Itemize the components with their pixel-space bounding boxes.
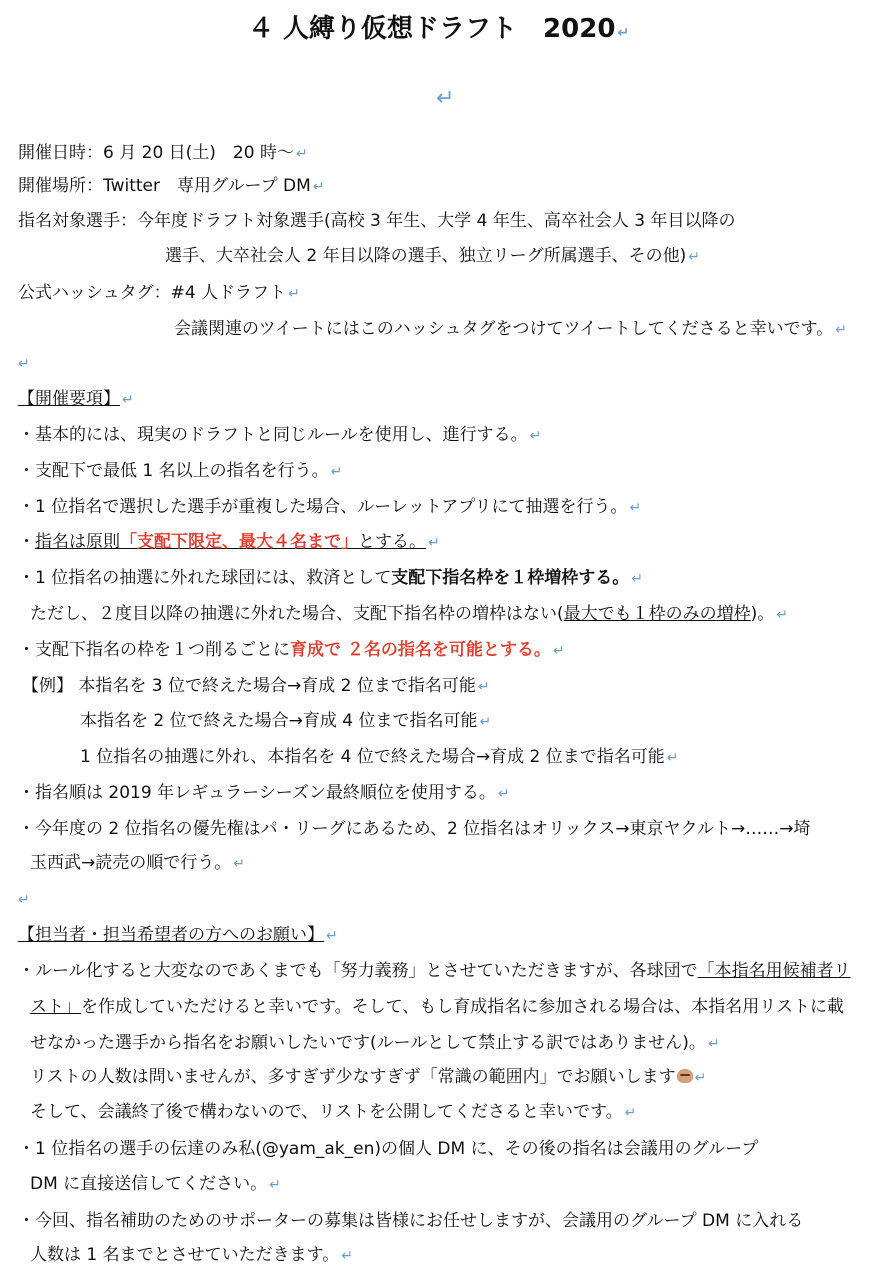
rule-text: ・支配下で最低 1 名以上の指名を行う。 <box>18 461 329 481</box>
request-item <box>18 1208 803 1234</box>
request-item-continuation <box>30 1099 636 1126</box>
section1-heading-text: 【開催要項】 <box>18 389 120 409</box>
rule-text: ・基本的には、現実のドラフトと同じルールを使用し、進行する。 <box>18 425 528 445</box>
rule-item <box>18 565 643 592</box>
return-mark-icon: ↵ <box>529 428 542 444</box>
info-target-line1 <box>18 208 736 234</box>
request-text: DM に直接送信してください。 <box>30 1174 268 1194</box>
request-text: 人数は 1 名までとさせていただきます。 <box>30 1245 340 1265</box>
return-mark-icon: ↵ <box>707 1036 720 1052</box>
example-line <box>22 673 490 700</box>
request-item <box>18 1136 758 1162</box>
return-mark-icon: ↵ <box>835 322 847 338</box>
rule-text: ・1 位指名の抽選に外れた球団には、救済として <box>18 568 392 588</box>
request-item-continuation <box>30 1030 720 1057</box>
rule-text: ただし、２度目以降の抽選に外れた場合、支配下指名枠の増枠はない( <box>30 604 564 624</box>
return-mark-icon: ↵ <box>436 86 455 111</box>
info-target-text-1: 指名対象選手：今年度ドラフト対象選手(高校 3 年生、大学 4 年生、高卒社会人 3 年目以降の <box>18 211 736 231</box>
return-mark-icon: ↵ <box>497 786 510 802</box>
rule-text: ・1 位指名で選択した選手が重複した場合、ルーレットアプリにて抽選を行う。 <box>18 497 628 517</box>
return-mark-icon: ↵ <box>295 146 308 162</box>
request-item-continuation <box>30 1242 353 1269</box>
request-text: そして、会議終了後で構わないので、リストを公開してくださると幸いです。 <box>30 1102 623 1122</box>
request-text: ・1 位指名の選手の伝達のみ私(@yam_ak_en)の個人 DM に、その後の指名は会議用のグループ <box>18 1139 759 1159</box>
example-line <box>80 708 491 735</box>
title-text: ４ 人縛り仮想ドラフト 2020 <box>248 14 616 44</box>
return-mark-icon: ↵ <box>477 679 490 695</box>
return-mark-icon: ↵ <box>269 1177 281 1193</box>
example-line <box>80 744 678 771</box>
example-text: 本指名を 2 位で終えた場合→育成 4 位まで指名可能 <box>80 711 478 731</box>
return-mark-icon: ↵ <box>122 392 134 408</box>
return-mark-icon: ↵ <box>479 714 492 730</box>
example-text: 【例】 本指名を 3 位で終えた場合→育成 2 位まで指名可能 <box>22 676 476 696</box>
rule-item <box>18 780 510 807</box>
return-mark-icon: ↵ <box>624 1105 637 1121</box>
rule-text: ・今年度の 2 位指名の優先権はパ・リーグにあるため、2 位指名はオリックス→東京ヤクルト→……→埼 <box>18 819 811 839</box>
request-text: せなかった選手から指名をお願いしたいです(ルールとして禁止する訳ではありません)。 <box>30 1033 706 1053</box>
rule-text: 玉西武→読売の順で行う。 <box>30 853 232 873</box>
info-date <box>18 140 308 167</box>
return-mark-icon: ↵ <box>552 643 565 659</box>
return-mark-icon: ↵ <box>330 464 343 480</box>
request-text: リストの人数は問いませんが、多すぎず少なすぎず「常識の範囲内」でお願いします <box>30 1067 676 1087</box>
return-mark-icon: ↵ <box>694 1070 707 1086</box>
rule-item-continuation <box>30 601 788 628</box>
rule-item <box>18 458 342 485</box>
return-mark-icon: ↵ <box>18 356 30 372</box>
rule-text: ・指名順は 2019 年レギュラーシーズン最終順位を使用する。 <box>18 783 496 803</box>
info-hashtag-text: 公式ハッシュタグ：#4 人ドラフト <box>18 283 287 303</box>
request-item-continuation <box>30 994 844 1020</box>
rule-item <box>18 494 641 521</box>
request-text: ・今回、指名補助のためのサポーターの募集は皆様にお任せしますが、会議用のグループ DM に入れる <box>18 1211 804 1231</box>
info-hashtag-note-text: 会議関連のツイートにはこのハッシュタグをつけてツイートしてくださると幸いです。 <box>174 319 834 339</box>
section2-heading <box>18 922 338 949</box>
info-place <box>18 173 325 200</box>
empty-paragraph <box>16 886 30 913</box>
return-mark-icon: ↵ <box>629 500 642 516</box>
section2-heading-text: 【担当者・担当希望者の方へのお願い】 <box>18 925 324 945</box>
rule-text: ・支配下指名の枠を１つ削るごとに <box>18 640 290 660</box>
rule-highlight: 「支配下限定、最大４名まで」 <box>120 532 358 552</box>
empty-paragraph <box>16 350 30 377</box>
return-mark-icon: ↵ <box>326 928 338 944</box>
request-item-continuation <box>30 1064 706 1091</box>
request-text: を作成していただけると幸いです。そして、もし育成指名に参加される場合は、本指名用リストに載 <box>81 997 844 1017</box>
return-mark-icon: ↵ <box>617 25 630 41</box>
bowing-face-icon <box>677 1069 693 1083</box>
info-target-text-2: 選手、大卒社会人 2 年目以降の選手、独立リーグ所属選手、その他) <box>165 246 687 266</box>
request-text: ・ルール化すると大変なのであくまでも「努力義務」とさせていただきますが、各球団で <box>18 961 698 981</box>
request-underlined: スト」 <box>30 997 81 1017</box>
return-mark-icon: ↵ <box>776 607 789 623</box>
rule-item-continuation <box>30 850 245 877</box>
return-mark-icon: ↵ <box>312 179 325 195</box>
empty-paragraph <box>436 86 454 113</box>
info-hashtag <box>18 280 300 307</box>
return-mark-icon: ↵ <box>666 750 679 766</box>
info-target-line2 <box>165 243 700 270</box>
rule-highlight: 育成で ２名の指名を可能とする。 <box>290 640 551 660</box>
rule-item <box>18 637 565 664</box>
return-mark-icon: ↵ <box>341 1248 353 1264</box>
example-text: 1 位指名の抽選に外れ、本指名を 4 位で終えた場合→育成 2 位まで指名可能 <box>80 747 665 767</box>
document-title <box>248 12 629 50</box>
return-mark-icon: ↵ <box>428 535 440 551</box>
rule-item <box>18 422 541 449</box>
return-mark-icon: ↵ <box>233 856 245 872</box>
rule-item <box>18 816 811 842</box>
info-hashtag-note <box>174 316 847 343</box>
rule-underlined: 最大でも１枠のみの増枠 <box>563 604 751 624</box>
info-place-text: 開催場所：Twitter 専用グループ DM <box>18 176 311 196</box>
rule-bullet: ・ <box>18 532 35 552</box>
request-item-continuation <box>30 1171 281 1198</box>
rule-item <box>18 529 440 556</box>
rule-text: )。 <box>750 604 775 624</box>
rule-underlined <box>35 532 426 552</box>
info-date-text: 開催日時：6 月 20 日(土) 20 時～ <box>18 143 294 163</box>
request-underlined: 「本指名用候補者リ <box>697 961 851 981</box>
rule-text: 指名は原則 <box>35 532 120 552</box>
return-mark-icon: ↵ <box>631 571 643 587</box>
rule-bold: 支配下指名枠を１枠増枠する。 <box>391 568 630 588</box>
section1-heading <box>18 386 134 413</box>
rule-text: とする。 <box>358 532 426 552</box>
return-mark-icon: ↵ <box>18 892 30 908</box>
return-mark-icon: ↵ <box>288 286 300 302</box>
request-item <box>18 958 851 984</box>
return-mark-icon: ↵ <box>688 249 700 265</box>
